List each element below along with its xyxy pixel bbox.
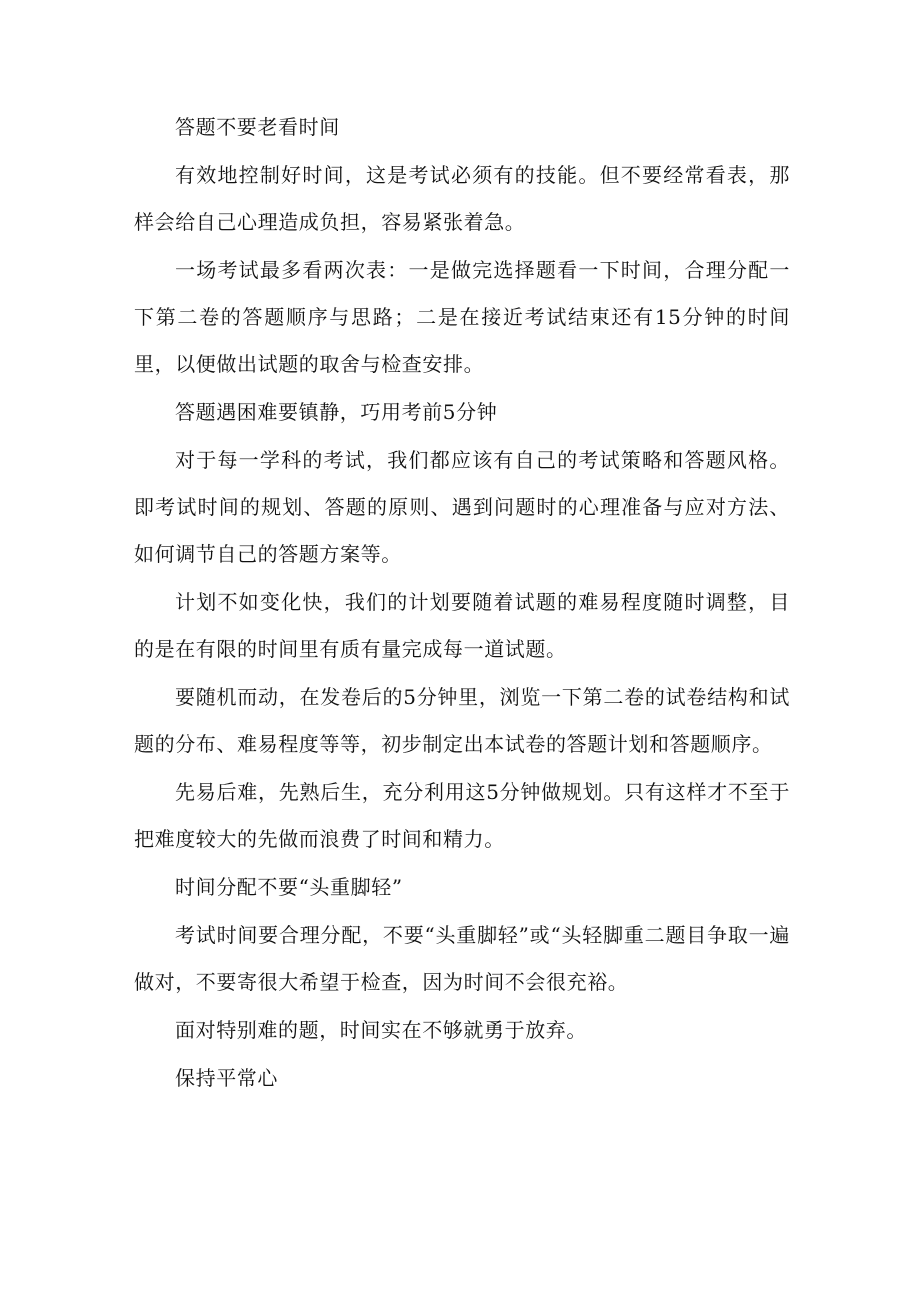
paragraph-allocate-time: 考试时间要合理分配，不要“头重脚轻”或“头轻脚重二题目争取一遍做对，不要寄很大希望于检查，因为时间不会很充裕。 <box>134 923 790 994</box>
heading-keep-calm-mind: 保持平常心 <box>175 1066 278 1090</box>
document-body <box>134 104 790 1103</box>
heading-stay-calm: 答题遇困难要镇静，巧用考前5分钟 <box>175 400 498 424</box>
paragraph-check-watch-twice: 一场考试最多看两次表：一是做完选择题看一下时间，合理分配一下第二卷的答题顺序与思路；二是在接近考试结束还有15分钟的时间里，以便做出试题的取舍与检查安排。 <box>134 258 790 376</box>
paragraph-control-time: 有效地控制好时间，这是考试必须有的技能。但不要经常看表，那样会给自己心理造成负担，容易紧张着急。 <box>134 163 790 234</box>
paragraph-give-up-hard: 面对特别难的题，时间实在不够就勇于放弃。 <box>175 1018 587 1042</box>
paragraph-exam-strategy: 对于每一学科的考试，我们都应该有自己的考试策略和答题风格。即考试时间的规划、答题的原则、遇到问题时的心理准备与应对方法、如何调节自己的答题方案等。 <box>134 448 790 566</box>
heading-time-allocation: 时间分配不要“头重脚轻” <box>175 875 403 899</box>
paragraph-five-minutes: 要随机而动，在发卷后的5分钟里，浏览一下第二卷的试卷结构和试题的分布、难易程度等等，初步制定出本试卷的答题计划和答题顺序。 <box>134 685 790 756</box>
paragraph-easy-first: 先易后难，先熟后生，充分利用这5分钟做规划。只有这样才不至于把难度较大的先做而浪费了时间和精力。 <box>134 780 790 851</box>
paragraph-adjust-plan: 计划不如变化快，我们的计划要随着试题的难易程度随时调整，目的是在有限的时间里有质有量完成每一道试题。 <box>134 590 790 661</box>
heading-dont-check-time: 答题不要老看时间 <box>175 115 340 139</box>
